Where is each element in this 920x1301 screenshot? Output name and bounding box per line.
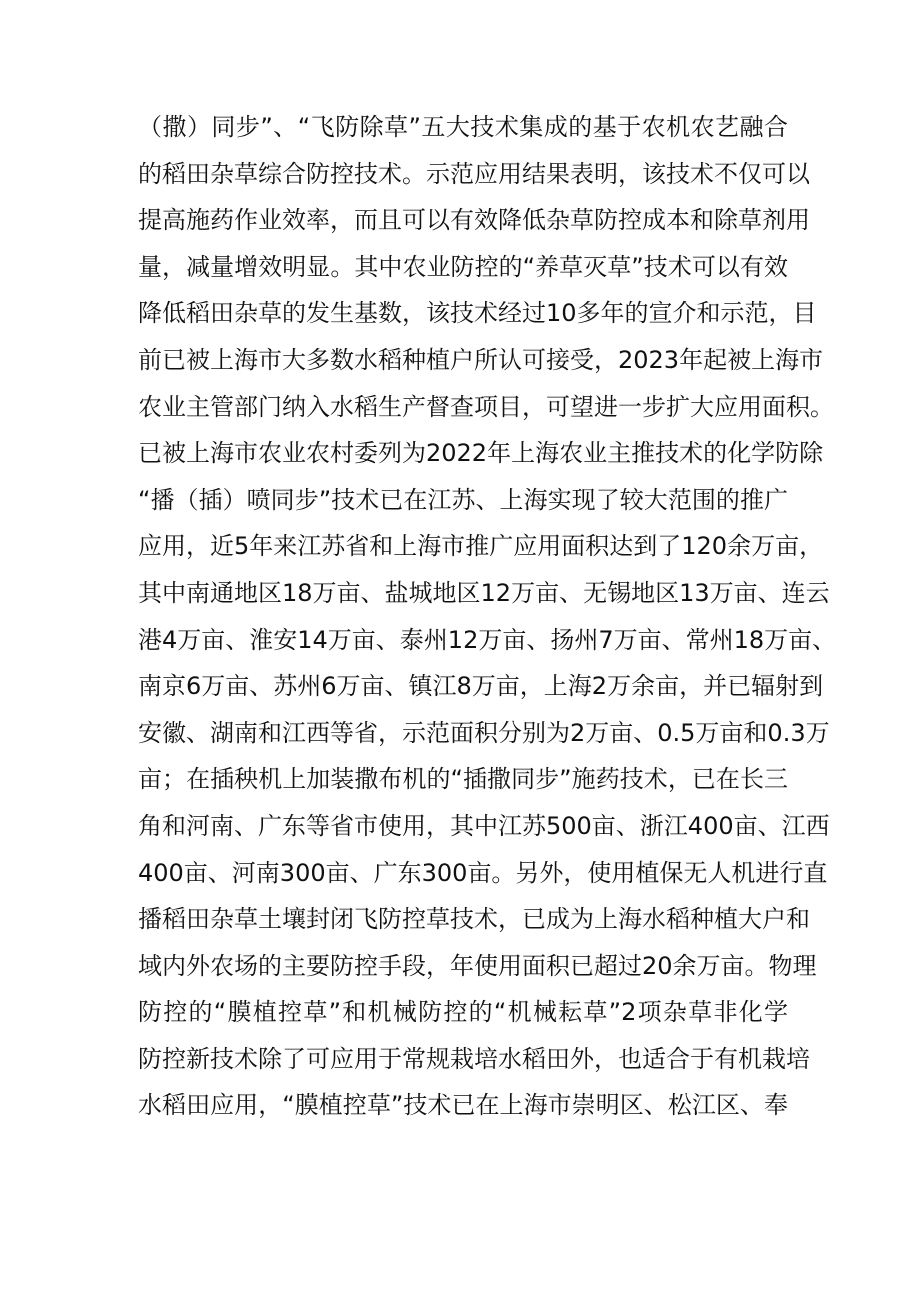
text-line: 应用，近5年来江苏省和上海市推广应用面积达到了120余万亩， bbox=[138, 532, 824, 561]
text-line: 域内外农场的主要防控手段，年使用面积已超过20余万亩。物理 bbox=[138, 951, 817, 980]
body-text bbox=[138, 104, 837, 1129]
text-line: 港4万亩、淮安14万亩、泰州12万亩、扬州7万亩、常州18万亩、 bbox=[138, 625, 837, 654]
text-line: “播（插）喷同步”技术已在江苏、上海实现了较大范围的推广 bbox=[138, 485, 788, 514]
text-line: 前已被上海市大多数水稻种植户所认可接受，2023年起被上海市 bbox=[138, 345, 824, 374]
text-line: 南京6万亩、苏州6万亩、镇江8万亩，上海2万余亩，并已辐射到 bbox=[138, 672, 824, 701]
text-line: 角和河南、广东等省市使用，其中江苏500亩、浙江400亩、江西 bbox=[138, 811, 830, 840]
text-line: 提高施药作业效率，而且可以有效降低杂草防控成本和除草剂用 bbox=[138, 206, 810, 235]
text-line: 农业主管部门纳入水稻生产督查项目，可望进一步扩大应用面积。 bbox=[138, 392, 834, 421]
text-line: 防控新技术除了可应用于常规栽培水稻田外，也适合于有机栽培 bbox=[138, 1044, 810, 1073]
text-line: 播稻田杂草土壤封闭飞防控草技术，已成为上海水稻种植大户和 bbox=[138, 905, 810, 934]
text-line: 400亩、河南300亩、广东300亩。另外，使用植保无人机进行直 bbox=[138, 858, 828, 887]
text-line: 降低稻田杂草的发生基数，该技术经过10多年的宣介和示范，目 bbox=[138, 299, 817, 328]
text-line: 安徽、湖南和江西等省，示范面积分别为2万亩、0.5万亩和0.3万 bbox=[138, 718, 830, 747]
text-line: 的稻田杂草综合防控技术。示范应用结果表明，该技术不仅可以 bbox=[138, 159, 810, 188]
text-line: 防控的“膜植控草”和机械防控的“机械耘草”2项杂草非化学 bbox=[138, 998, 788, 1027]
text-line: 已被上海市农业农村委列为2022年上海农业主推技术的化学防除 bbox=[138, 439, 824, 468]
text-line: 量，减量增效明显。其中农业防控的“养草灭草”技术可以有效 bbox=[138, 252, 788, 281]
text-line: 水稻田应用，“膜植控草”技术已在上海市崇明区、松江区、奉 bbox=[138, 1091, 788, 1120]
text-line: 其中南通地区18万亩、盐城地区12万亩、无锡地区13万亩、连云 bbox=[138, 578, 830, 607]
text-line: （撒）同步”、“飞防除草”五大技术集成的基于农机农艺融合 bbox=[138, 113, 788, 141]
text-line: 亩；在插秧机上加装撒布机的“插撒同步”施药技术，已在长三 bbox=[138, 765, 788, 794]
